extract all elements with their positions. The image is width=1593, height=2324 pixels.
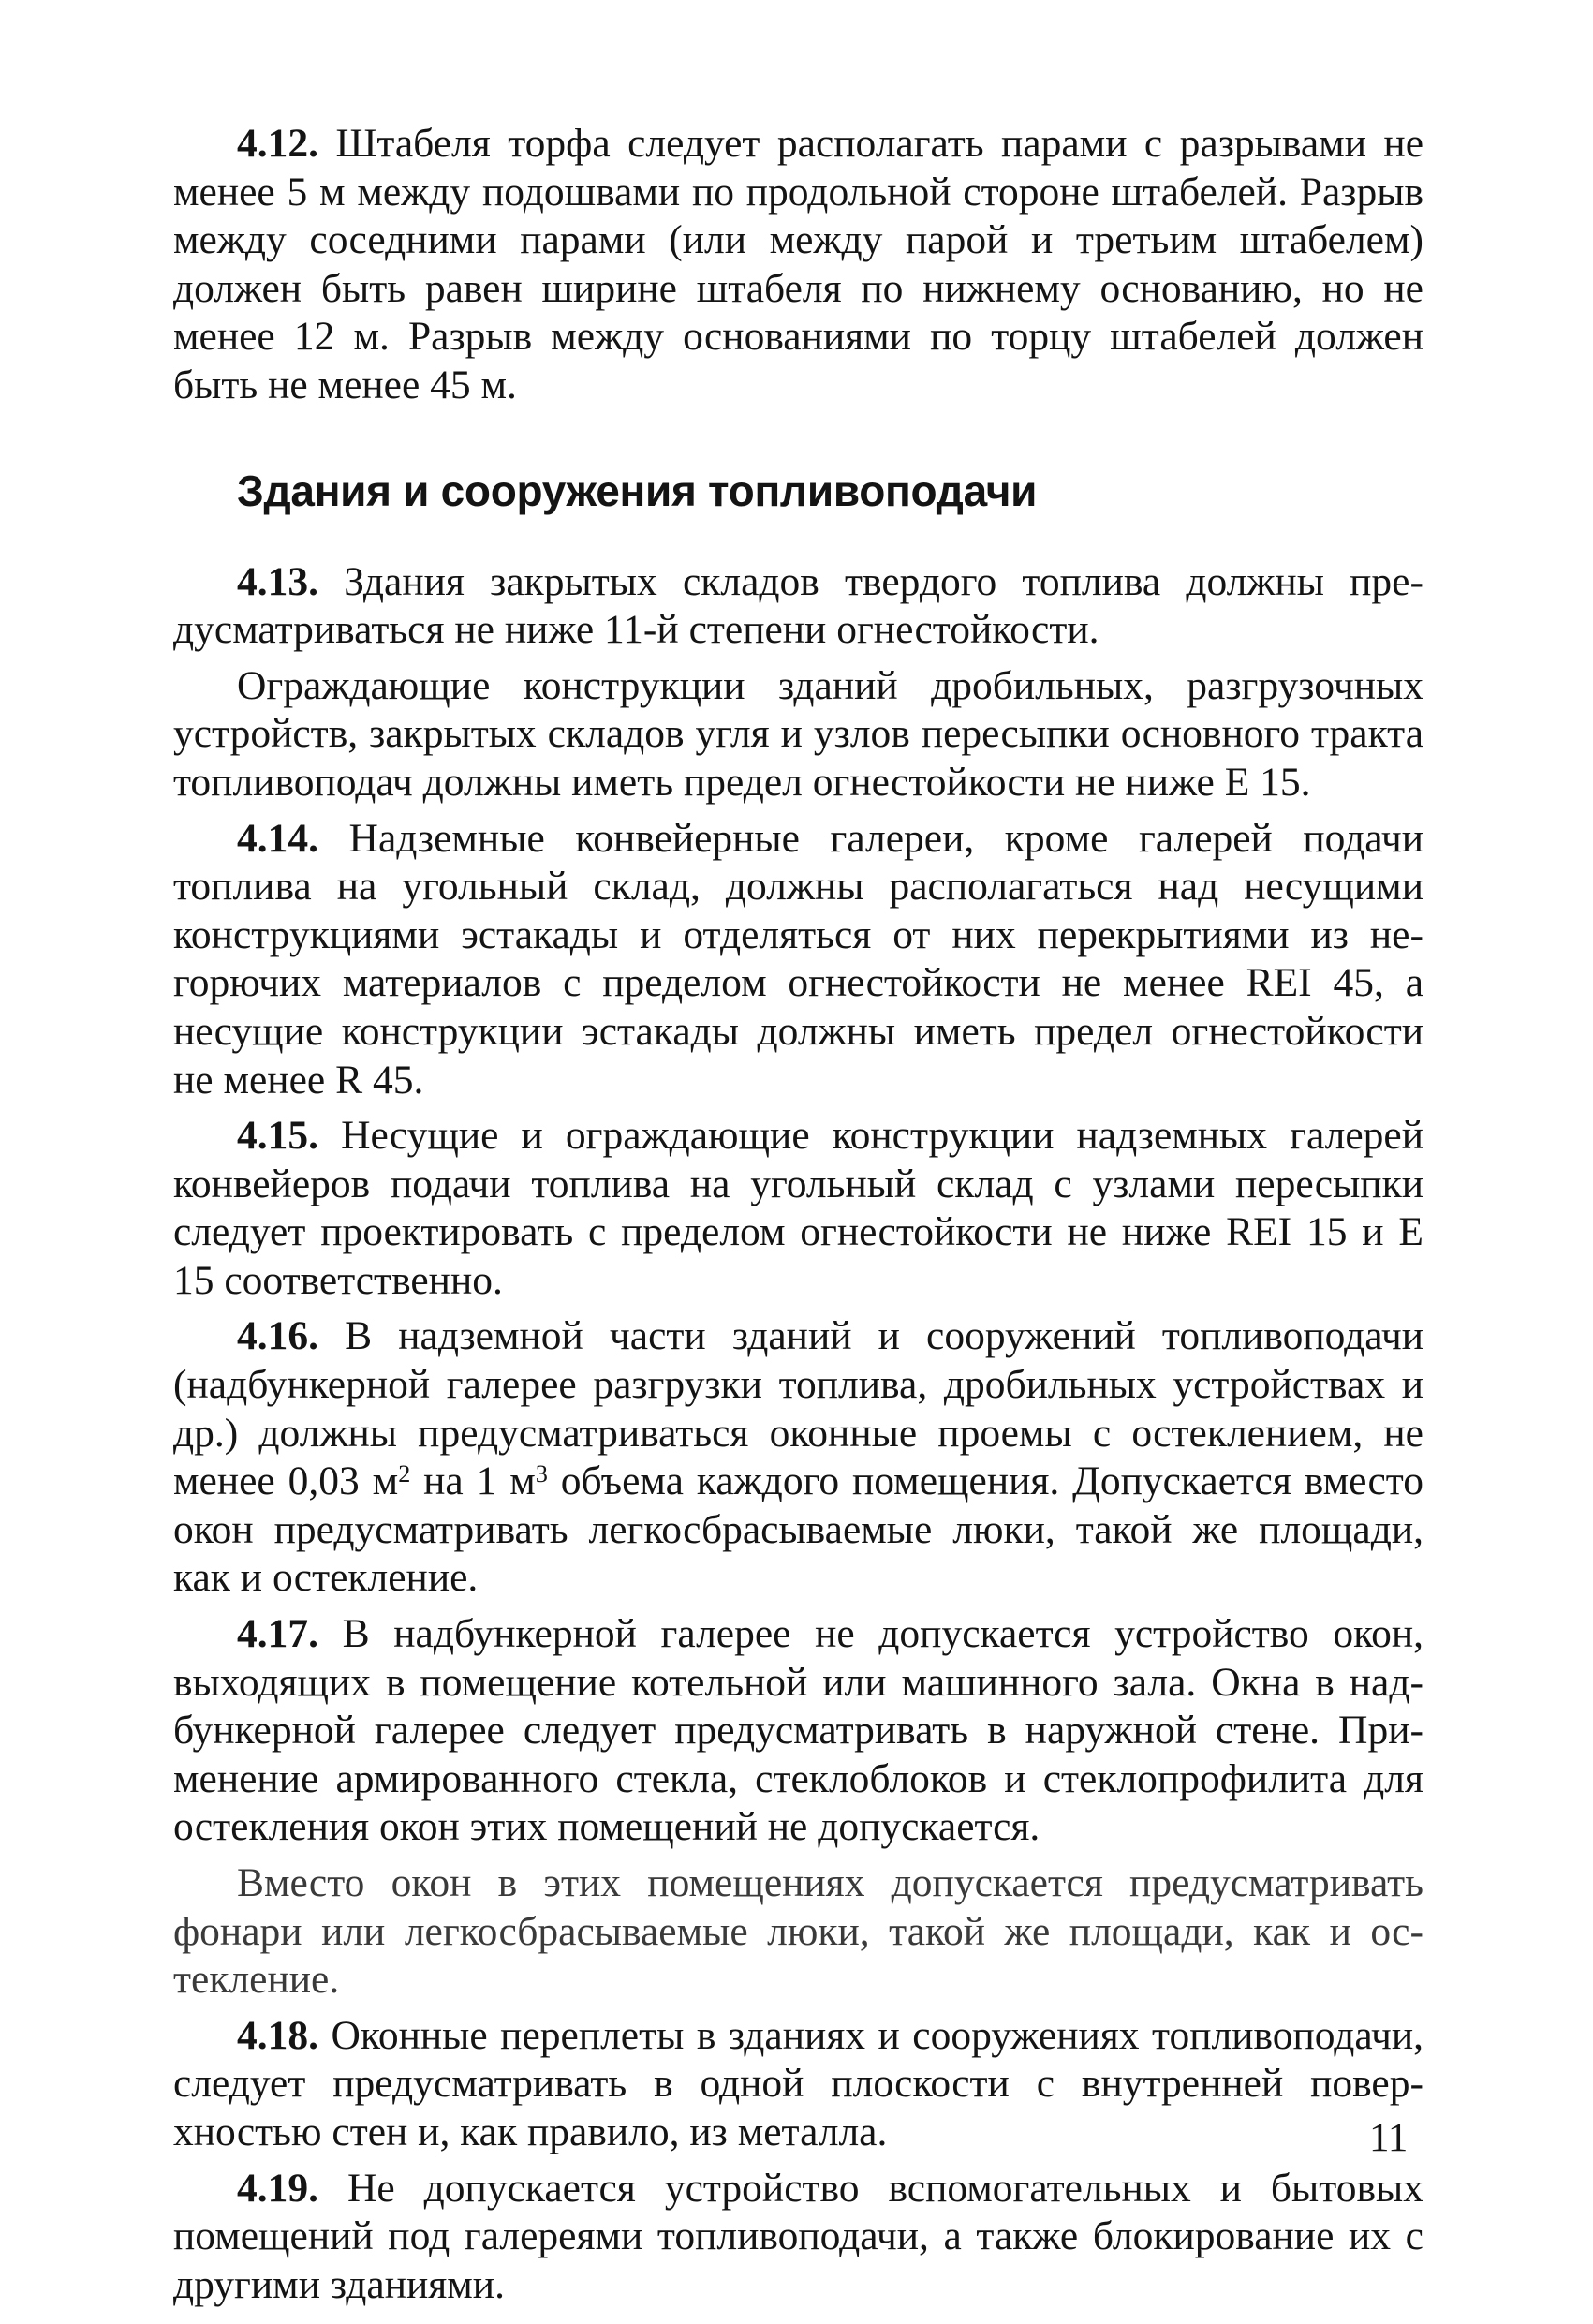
superscript-3: 3 [535, 1460, 548, 1488]
clause-text: Надземные конвейерные галереи, кроме галерей подачи топлива на угольный склад, должны располагаться над несущими конструкциями эстакады и отделяться от них перекрытиями из негорючих материалов с пределом огнестойкости не менее REI 45, а несущие конструкции эстакады должны иметь предел огнестойкости не менее R 45. [173, 815, 1423, 1103]
paragraph-4-14 [173, 815, 1423, 1105]
clause-text: на 1 м [410, 1458, 536, 1504]
clause-number: 4.14. [237, 815, 318, 861]
clause-text: объема каждого помещения. Допускается вместо окон предусматривать легкосбрасываемые люки, такой же площади, как и остекление. [173, 1458, 1423, 1601]
clause-text: Вместо окон в этих помещениях допускается предусматривать фонари или легкосбрасываемые люки, такой же площади, как и остекление. [173, 1860, 1423, 2003]
paragraph-4-12 [173, 120, 1423, 410]
clause-text: Штабеля торфа следует располагать парами с разрывами не менее 5 м между подошвами по продольной стороне штабелей. Разрыв между соседними парами (или между парой и третьим штабелем) должен быть равен ширине штабеля по нижнему основанию, но не менее 12 м. Разрыв между основаниями по торцу штабелей должен быть не менее 45 м. [173, 121, 1423, 407]
superscript-2: 2 [398, 1460, 411, 1488]
clause-number: 4.16. [237, 1313, 318, 1359]
clause-text: В надбункерной галерее не допускается устройство окон, выходящих в помещение котельной или машинного зала. Окна в надбункерной галерее следует предусматривать в наружной стене. Применение армированного стекла, стеклоблоков и стеклопрофилита для остекления окон этих помещений не допускается. [173, 1611, 1423, 1850]
paragraph-4-17-continued [173, 1859, 1423, 2005]
clause-text: Здания закрытых складов твердого топлива должны предусматриваться не ниже 11-й степени огнестойкости. [173, 558, 1423, 653]
paragraph-4-16 [173, 1312, 1423, 1603]
clause-text: Оконные переплеты в зданиях и сооружениях топливоподачи, следует предусматривать в одной плоскости с внутренней поверхностью стен и, как правило, из металла. [173, 2012, 1423, 2154]
paragraph-4-18 [173, 2012, 1423, 2157]
clause-text: Ограждающие конструкции зданий дробильных, разгрузочных устройств, закрытых складов угля и узлов пересыпки основного тракта топливоподач должны иметь предел огнестойкости не ниже Е 15. [173, 662, 1423, 805]
paragraph-4-19 [173, 2165, 1423, 2310]
paragraph-4-17 [173, 1610, 1423, 1852]
clause-number: 4.18. [237, 2012, 318, 2058]
clause-number: 4.19. [237, 2165, 318, 2211]
clause-text: Несущие и ограждающие конструкции надземных галерей конвейеров подачи топлива на угольный склад с узлами пересыпки следует проектировать с пределом огнестойкости не ниже REI 15 и Е 15 соответственно. [173, 1113, 1423, 1303]
clause-number: 4.12. [237, 121, 318, 166]
section-heading: Здания и сооружения топливоподачи [237, 466, 1038, 515]
clause-number: 4.13. [237, 558, 318, 604]
page-number: 11 [1369, 2116, 1409, 2160]
paragraph-4-13 [173, 558, 1423, 655]
clause-number: 4.15. [237, 1113, 318, 1159]
document-page [173, 120, 1423, 2309]
paragraph-4-15 [173, 1112, 1423, 1305]
clause-text: В надземной части зданий и сооружений топливоподачи (надбункерной галерее разгрузки топлива, дробильных устройствах и др.) должны предусматриваться оконные проемы с остеклением, не менее 0,03 м [173, 1313, 1423, 1504]
clause-number: 4.17. [237, 1611, 318, 1657]
clause-text: Не допускается устройство вспомогательных и бытовых помещений под галереями топливоподачи, а также блокирование их с другими зданиями. [173, 2165, 1423, 2307]
paragraph-4-13-continued [173, 662, 1423, 807]
